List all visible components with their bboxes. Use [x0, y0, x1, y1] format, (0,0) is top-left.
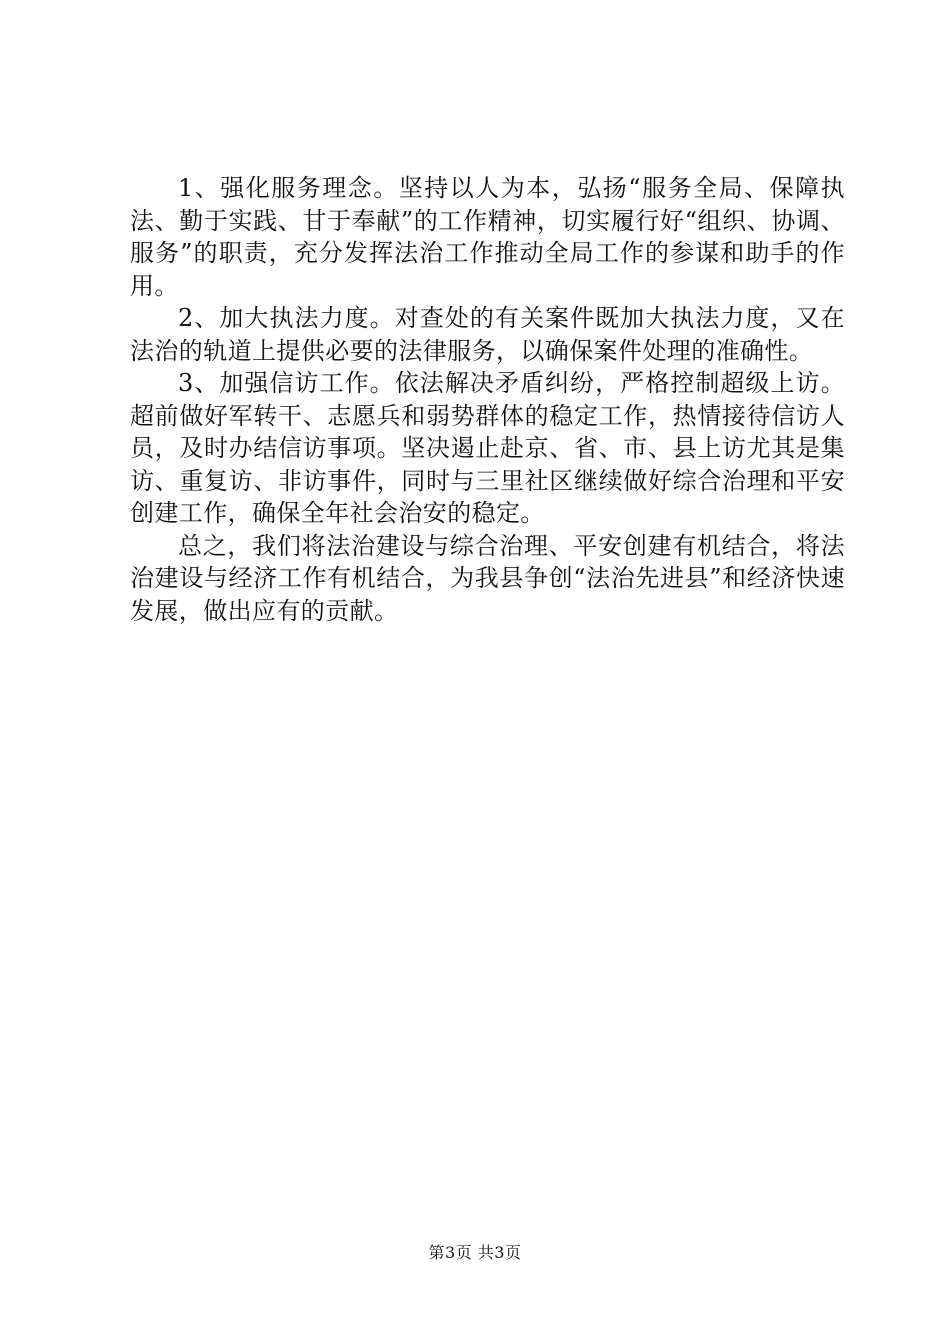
page-number-footer: 第3页 共3页	[428, 1243, 522, 1262]
paragraph-service-concept: 1、强化服务理念。坚持以人为本，弘扬“服务全局、保障执法、勤于实践、甘于奉献”的工作精神，切实履行好“组织、协调、服务”的职责，充分发挥法治工作推动全局工作的参谋和助手的作用。	[130, 174, 845, 300]
paragraph-law-enforcement: 2、加大执法力度。对查处的有关案件既加大执法力度，又在法治的轨道上提供必要的法律服务，以确保案件处理的准确性。	[130, 304, 845, 365]
paragraph-petition-work: 3、加强信访工作。依法解决矛盾纠纷，严格控制超级上访。超前做好军转干、志愿兵和弱势群体的稳定工作，热情接待信访人员，及时办结信访事项。坚决遏止赴京、省、市、县上访尤其是集访、重复访、非访事件，同时与三里社区继续做好综合治理和平安创建工作，确保全年社会治安的稳定。	[130, 369, 845, 527]
document-body	[130, 172, 845, 627]
paragraph-conclusion: 总之，我们将法治建设与综合治理、平安创建有机结合，将法治建设与经济工作有机结合，为我县争创“法治先进县”和经济快速发展，做出应有的贡献。	[130, 531, 845, 625]
